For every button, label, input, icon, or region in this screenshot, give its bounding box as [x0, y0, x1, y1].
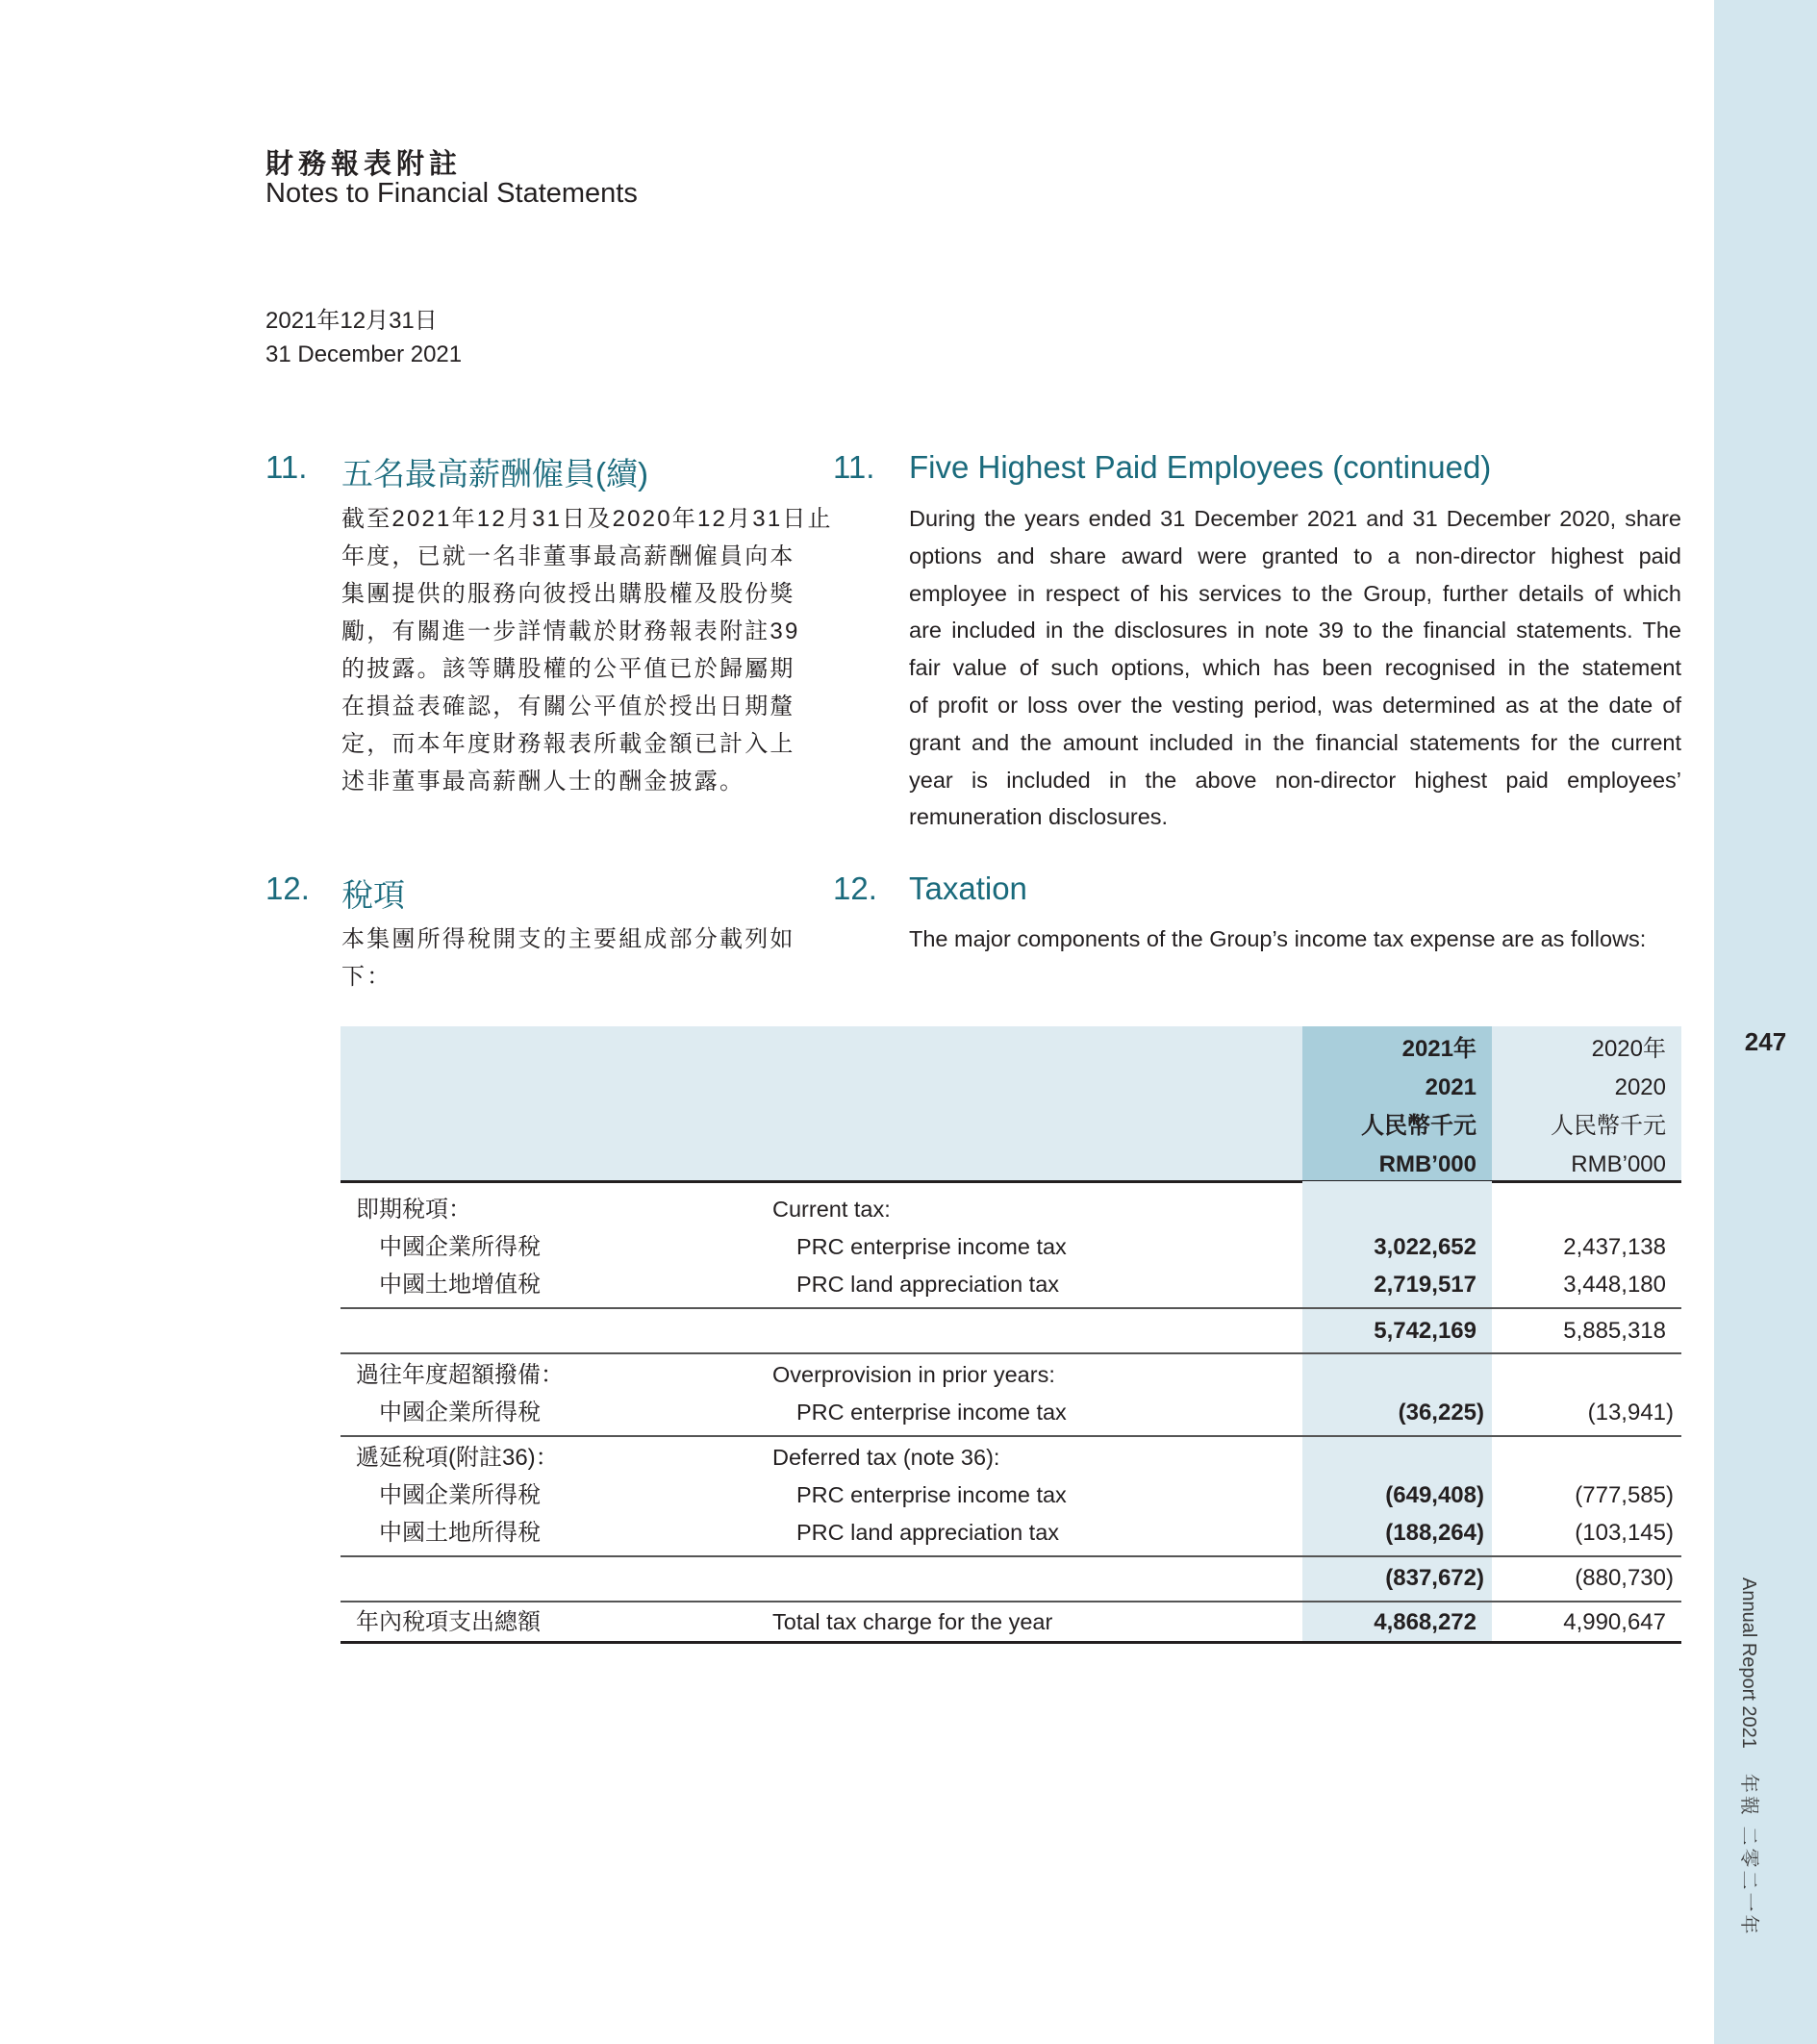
paragraph-line: During the years ended 31 December 2021 and 31 December 2020, share	[909, 506, 1681, 531]
header-unit-zh: 人民幣千元	[1551, 1113, 1666, 1139]
row-label-en: PRC land appreciation tax	[796, 1272, 1060, 1297]
value-2020: (13,941)	[1587, 1400, 1674, 1426]
section-11-number-en: 11.	[833, 449, 875, 485]
value-2020: (103,145)	[1575, 1520, 1674, 1546]
section-11-number-zh: 11.	[265, 449, 308, 485]
row-label-zh: 遞延稅項(附註36)：	[356, 1445, 559, 1471]
value-2021: (36,225)	[1398, 1400, 1484, 1426]
total-rule	[341, 1641, 1681, 1644]
row-label-en: PRC enterprise income tax	[796, 1400, 1067, 1425]
section-11-heading-zh: 五名最高薪酬僱員(續)	[341, 456, 648, 492]
table-row	[341, 1514, 1681, 1552]
paragraph-line: 勵，有關進一步詳情載於財務報表附註39	[341, 618, 800, 644]
table-header	[341, 1026, 1681, 1181]
row-label-zh: 年內稅項支出總額	[356, 1609, 541, 1635]
section-12-paragraph-en	[909, 921, 1681, 958]
value-2020: 2,437,138	[1563, 1234, 1666, 1260]
section-12-number-en: 12.	[833, 871, 877, 906]
page-sidebar	[1714, 0, 1817, 2044]
table-row	[341, 1228, 1681, 1266]
row-label-en: PRC enterprise income tax	[796, 1234, 1067, 1259]
paragraph-line: 述非董事最高薪酬人士的酬金披露。	[341, 769, 745, 795]
row-label-zh: 中國企業所得稅	[379, 1400, 541, 1426]
table-row	[341, 1394, 1681, 1431]
header-unit-en: RMB’000	[1571, 1151, 1666, 1177]
row-label-zh: 過往年度超額撥備：	[356, 1362, 564, 1388]
row-label-en: Total tax charge for the year	[772, 1609, 1053, 1634]
section-12-number-zh: 12.	[265, 871, 310, 906]
value-2021: (649,408)	[1385, 1482, 1484, 1508]
paragraph-line: 的披露。該等購股權的公平值已於歸屬期	[341, 656, 795, 682]
row-label-zh: 中國土地所得稅	[379, 1520, 541, 1546]
table-row-total	[341, 1603, 1681, 1641]
header-year-zh: 2020年	[1591, 1036, 1666, 1062]
page-title-zh: 財務報表附註	[265, 147, 463, 180]
table-row	[341, 1191, 1681, 1228]
value-2021: 3,022,652	[1374, 1234, 1476, 1260]
section-11-heading-en: Five Highest Paid Employees (continued)	[909, 449, 1492, 485]
paragraph-line: 下：	[341, 964, 392, 990]
value-2021: (188,264)	[1385, 1520, 1484, 1546]
row-label-en: PRC land appreciation tax	[796, 1520, 1060, 1545]
paragraph-line: 集團提供的服務向彼授出購股權及股份獎	[341, 581, 795, 607]
row-label-zh: 中國企業所得稅	[379, 1482, 541, 1508]
header-year: 2021	[1425, 1074, 1476, 1100]
row-label-en: PRC enterprise income tax	[796, 1482, 1067, 1507]
table-body	[341, 1181, 1681, 1643]
report-name-zh: 年報 二零二一年	[1738, 1773, 1759, 1937]
paragraph-line: 定，而本年度財務報表所載金額已計入上	[341, 731, 795, 757]
row-label-en: Overprovision in prior years:	[772, 1362, 1055, 1387]
paragraph-line: 截至2021年12月31日及2020年12月31日止	[341, 506, 833, 532]
row-rule	[341, 1601, 1681, 1602]
table-row	[341, 1266, 1681, 1303]
row-rule	[341, 1555, 1681, 1557]
paragraph-line: 在損益表確認，有關公平值於授出日期釐	[341, 694, 795, 719]
paragraph-line: remuneration disclosures.	[909, 804, 1169, 830]
section-12-heading-en: Taxation	[909, 871, 1027, 906]
table-row-subtotal	[341, 1559, 1681, 1597]
section-11-paragraph-zh	[341, 500, 833, 800]
section-11-paragraph-en	[909, 500, 1681, 836]
table-row	[341, 1439, 1681, 1476]
date-zh: 2021年12月31日	[265, 308, 438, 334]
paragraph-line: options and share award were granted to a non-director highest paid	[909, 543, 1681, 568]
table-row	[341, 1476, 1681, 1514]
row-rule	[341, 1435, 1681, 1437]
paragraph-line: year is included in the above non-director highest paid employees’	[909, 767, 1681, 793]
table-row-subtotal	[341, 1312, 1681, 1350]
paragraph-line: are included in the disclosures in note 39 to the financial statements. The	[909, 618, 1681, 643]
page-title-en: Notes to Financial Statements	[265, 178, 638, 209]
value-2021: 4,868,272	[1374, 1609, 1476, 1635]
paragraph-line: grant and the amount included in the financial statements for the current	[909, 729, 1681, 755]
value-2021: 5,742,169	[1374, 1318, 1476, 1344]
report-name-vertical	[1737, 1577, 1765, 1936]
section-12-paragraph-zh	[341, 921, 795, 996]
row-label-en: Deferred tax (note 36):	[772, 1445, 1000, 1470]
paragraph-line: employee in respect of his services to the Group, further details of which	[909, 580, 1681, 606]
value-2021: (837,672)	[1385, 1565, 1484, 1591]
page-number: 247	[1744, 1027, 1787, 1056]
date-en: 31 December 2021	[265, 341, 463, 367]
row-rule	[341, 1352, 1681, 1354]
header-year-zh: 2021年	[1401, 1036, 1476, 1062]
row-label-zh: 即期稅項：	[356, 1197, 471, 1223]
row-rule	[341, 1307, 1681, 1309]
income-tax-table	[341, 1026, 1681, 1643]
paragraph-line: of profit or loss over the vesting period, was determined as at the date of	[909, 692, 1681, 718]
header-unit-en: RMB’000	[1378, 1151, 1476, 1177]
paragraph-line: 本集團所得稅開支的主要組成部分載列如	[341, 926, 795, 952]
paragraph-line: fair value of such options, which has been recognised in the statement	[909, 655, 1681, 681]
column-header-2020	[1492, 1030, 1666, 1184]
paragraph-line: 年度，已就一名非董事最高薪酬僱員向本	[341, 543, 795, 569]
header-unit-zh: 人民幣千元	[1361, 1113, 1476, 1139]
section-12-heading-zh: 稅項	[341, 877, 405, 913]
column-header-2021	[1302, 1030, 1476, 1184]
header-year: 2020	[1614, 1074, 1666, 1100]
row-label-zh: 中國企業所得稅	[379, 1234, 541, 1260]
row-label-zh: 中國土地增值稅	[379, 1272, 541, 1298]
value-2020: 4,990,647	[1563, 1609, 1666, 1635]
value-2020: 3,448,180	[1563, 1272, 1666, 1298]
row-label-en: Current tax:	[772, 1197, 891, 1222]
value-2020: (777,585)	[1575, 1482, 1674, 1508]
report-name-en: Annual Report 2021	[1738, 1577, 1759, 1749]
paragraph-line: The major components of the Group’s income tax expense are as follows:	[909, 926, 1647, 951]
table-row	[341, 1356, 1681, 1394]
value-2020: 5,885,318	[1563, 1318, 1666, 1344]
value-2021: 2,719,517	[1374, 1272, 1476, 1298]
value-2020: (880,730)	[1575, 1565, 1674, 1591]
